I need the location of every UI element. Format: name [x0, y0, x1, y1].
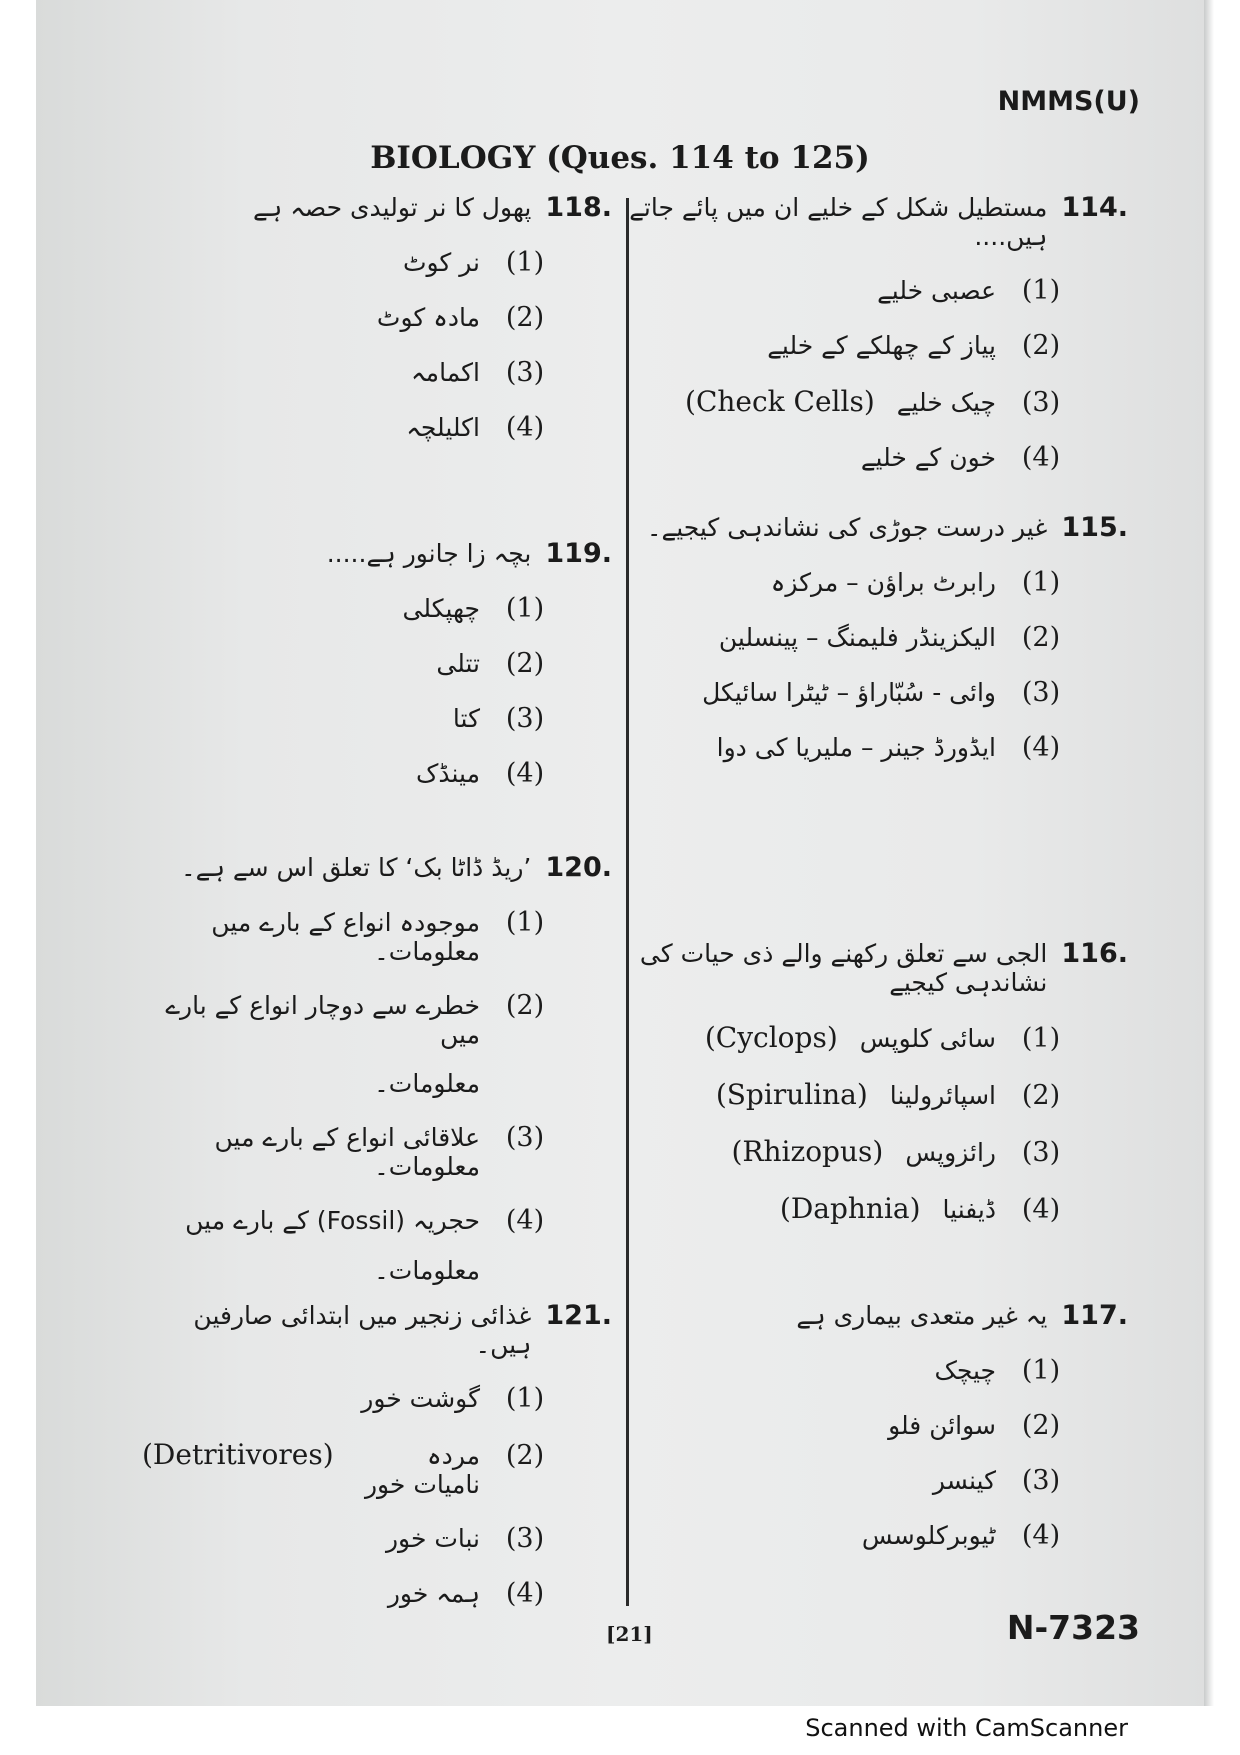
question-text: مستطیل شکل کے خلیے ان میں پائے جاتے ہیں.... [629, 193, 1048, 251]
question-text: یہ غیر متعدی بیماری ہے [796, 1301, 1048, 1330]
section-heading: BIOLOGY (Ques. 114 to 125) [370, 140, 870, 176]
option-text: اکمامہ [411, 358, 480, 387]
option [628, 567, 1064, 598]
question-120 [142, 852, 612, 1285]
question-114 [628, 192, 1128, 473]
option-number: (4) [1021, 1194, 1061, 1225]
option [628, 732, 1064, 763]
question-text: الجی سے تعلق رکھنے والے ذی حیات کی نشاندہی کیجیے [639, 939, 1048, 997]
option-text: مادہ کوٹ [376, 303, 480, 332]
option [628, 1078, 1064, 1111]
option [142, 412, 548, 443]
question-text: غیر درست جوڑی کی نشاندہی کیجیے۔ [646, 513, 1048, 542]
question-text: ’ریڈ ڈاٹا بک‘ کا تعلق اس سے ہے۔ [181, 853, 532, 882]
option [142, 302, 548, 333]
option-number: (3) [505, 703, 545, 734]
question-119 [142, 538, 612, 789]
option [142, 1383, 548, 1414]
option-text: رابرٹ براؤن – مرکزہ [770, 568, 996, 597]
option-number: (1) [1021, 567, 1061, 598]
option-text: اسپائرولینا [889, 1081, 996, 1110]
scanner-watermark: Scanned with CamScanner [805, 1714, 1128, 1742]
option-text: مردہ نامیات خور [364, 1441, 480, 1499]
option-text: پیاز کے چھلکے کے خلیے [767, 331, 996, 360]
option-text: ڈیفنیا [942, 1195, 996, 1224]
option [628, 622, 1064, 653]
option-number: (3) [1021, 1137, 1061, 1168]
option [142, 990, 548, 1049]
option-text: کینسر [932, 1466, 996, 1495]
option-number: (2) [1021, 1410, 1061, 1441]
option [142, 357, 548, 388]
option-english-term: (Detritivores) [142, 1438, 334, 1471]
option-number: (2) [505, 302, 545, 333]
page-edge-shadow [1204, 0, 1214, 1706]
question-number: 119. [545, 538, 612, 569]
option-number: (1) [505, 1383, 545, 1414]
option-text: اکلیلچہ [406, 413, 480, 442]
option [142, 1205, 548, 1236]
option-english-term: (Check Cells) [685, 385, 875, 418]
option [628, 330, 1064, 361]
option-number: (1) [1021, 275, 1061, 306]
option-text: خطرے سے دوچار انواع کے بارے میں [165, 991, 480, 1049]
paper-code-top: NMMS(U) [997, 86, 1140, 117]
option [628, 385, 1064, 418]
option-text: تتلی [436, 649, 480, 678]
option-number: (4) [505, 412, 545, 443]
option-text: چیچک [934, 1356, 996, 1385]
paper-code-bottom: N-7323 [1006, 1608, 1140, 1647]
option-number: (4) [505, 1205, 545, 1236]
option [628, 1410, 1064, 1441]
option-number: (3) [505, 1523, 545, 1554]
option-number: (2) [1021, 622, 1061, 653]
question-number: 121. [545, 1300, 612, 1331]
option-text: ٹیوبرکلوسس [861, 1521, 996, 1550]
option-continuation: معلومات۔ [374, 1256, 480, 1285]
question-number: 117. [1061, 1300, 1128, 1331]
option-number: (3) [1021, 1465, 1061, 1496]
option [142, 593, 548, 624]
option-text: چھپکلی [402, 594, 480, 623]
option-text: موجودہ انواع کے بارے میں معلومات۔ [211, 908, 480, 966]
option-number: (2) [505, 990, 545, 1021]
option-number: (2) [505, 648, 545, 679]
page-number: [21] [606, 1622, 653, 1646]
option-number: (3) [1021, 677, 1061, 708]
option-number: (3) [505, 1122, 545, 1153]
option-number: (2) [1021, 1080, 1061, 1111]
option-text: گوشت خور [361, 1384, 480, 1413]
option [628, 1355, 1064, 1386]
option [142, 907, 548, 966]
option-number: (1) [505, 593, 545, 624]
option-number: (2) [505, 1440, 545, 1471]
option-text: نر کوٹ [402, 248, 480, 277]
option-text: ایڈورڈ جینر – ملیریا کی دوا [716, 733, 996, 762]
option-english-term: (Spirulina) [715, 1078, 868, 1111]
option-text: سائی کلوپس [859, 1024, 996, 1053]
option-text: نبات خور [385, 1524, 480, 1553]
question-118 [142, 192, 612, 443]
option [142, 758, 548, 789]
option-text: عصبی خلیے [877, 276, 996, 305]
option-number: (3) [505, 357, 545, 388]
option-text: مینڈک [416, 759, 480, 788]
option-english-term: (Cyclops) [704, 1021, 838, 1054]
option [628, 1021, 1064, 1054]
question-text: بچہ زا جانور ہے..... [326, 539, 532, 568]
option-text: وائی - سُبّاراؤ – ٹیٹرا سائیکل [702, 678, 996, 707]
question-number: 115. [1061, 512, 1128, 543]
option-text: الیکزینڈر فلیمنگ – پینسلین [718, 623, 996, 652]
question-text: غذائی زنجیر میں ابتدائی صارفین ہیں۔ [193, 1301, 532, 1359]
question-number: 120. [545, 852, 612, 883]
question-text: پھول کا نر تولیدی حصہ ہے [253, 193, 532, 222]
option [142, 703, 548, 734]
option-number: (4) [1021, 732, 1061, 763]
option [142, 1523, 548, 1554]
option [142, 1122, 548, 1181]
option-text: علاقائی انواع کے بارے میں معلومات۔ [214, 1123, 480, 1181]
option [142, 1578, 548, 1609]
option [628, 1520, 1064, 1551]
option-text: حجریہ (Fossil) کے بارے میں [185, 1206, 480, 1235]
option-english-term: (Rhizopus) [731, 1135, 884, 1168]
option-number: (4) [1021, 442, 1061, 473]
option-text: رائزوپس [905, 1138, 996, 1167]
option [628, 1465, 1064, 1496]
question-number: 116. [1061, 938, 1128, 969]
question-115 [628, 512, 1128, 763]
option-text: سوائن فلو [888, 1411, 996, 1440]
option [628, 442, 1064, 473]
option-number: (1) [505, 247, 545, 278]
option-number: (4) [505, 1578, 545, 1609]
option [628, 677, 1064, 708]
question-number: 114. [1061, 192, 1128, 223]
option-text: کتا [452, 704, 480, 733]
option [142, 648, 548, 679]
option-number: (1) [505, 907, 545, 938]
question-121 [142, 1300, 612, 1609]
option-number: (4) [1021, 1520, 1061, 1551]
option [628, 275, 1064, 306]
option-text: ہمہ خور [387, 1579, 480, 1608]
option-number: (2) [1021, 330, 1061, 361]
option [628, 1135, 1064, 1168]
option-text: چیک خلیے [896, 388, 996, 417]
question-number: 118. [545, 192, 612, 223]
option-number: (1) [1021, 1023, 1061, 1054]
question-117 [628, 1300, 1128, 1551]
question-116 [628, 938, 1128, 1225]
option-text: خون کے خلیے [860, 443, 996, 472]
option-english-term: (Daphnia) [779, 1192, 921, 1225]
option [628, 1192, 1064, 1225]
option-number: (4) [505, 758, 545, 789]
option-number: (1) [1021, 1355, 1061, 1386]
option-number: (3) [1021, 387, 1061, 418]
option [142, 247, 548, 278]
option [142, 1438, 548, 1499]
option-continuation: معلومات۔ [374, 1069, 480, 1098]
